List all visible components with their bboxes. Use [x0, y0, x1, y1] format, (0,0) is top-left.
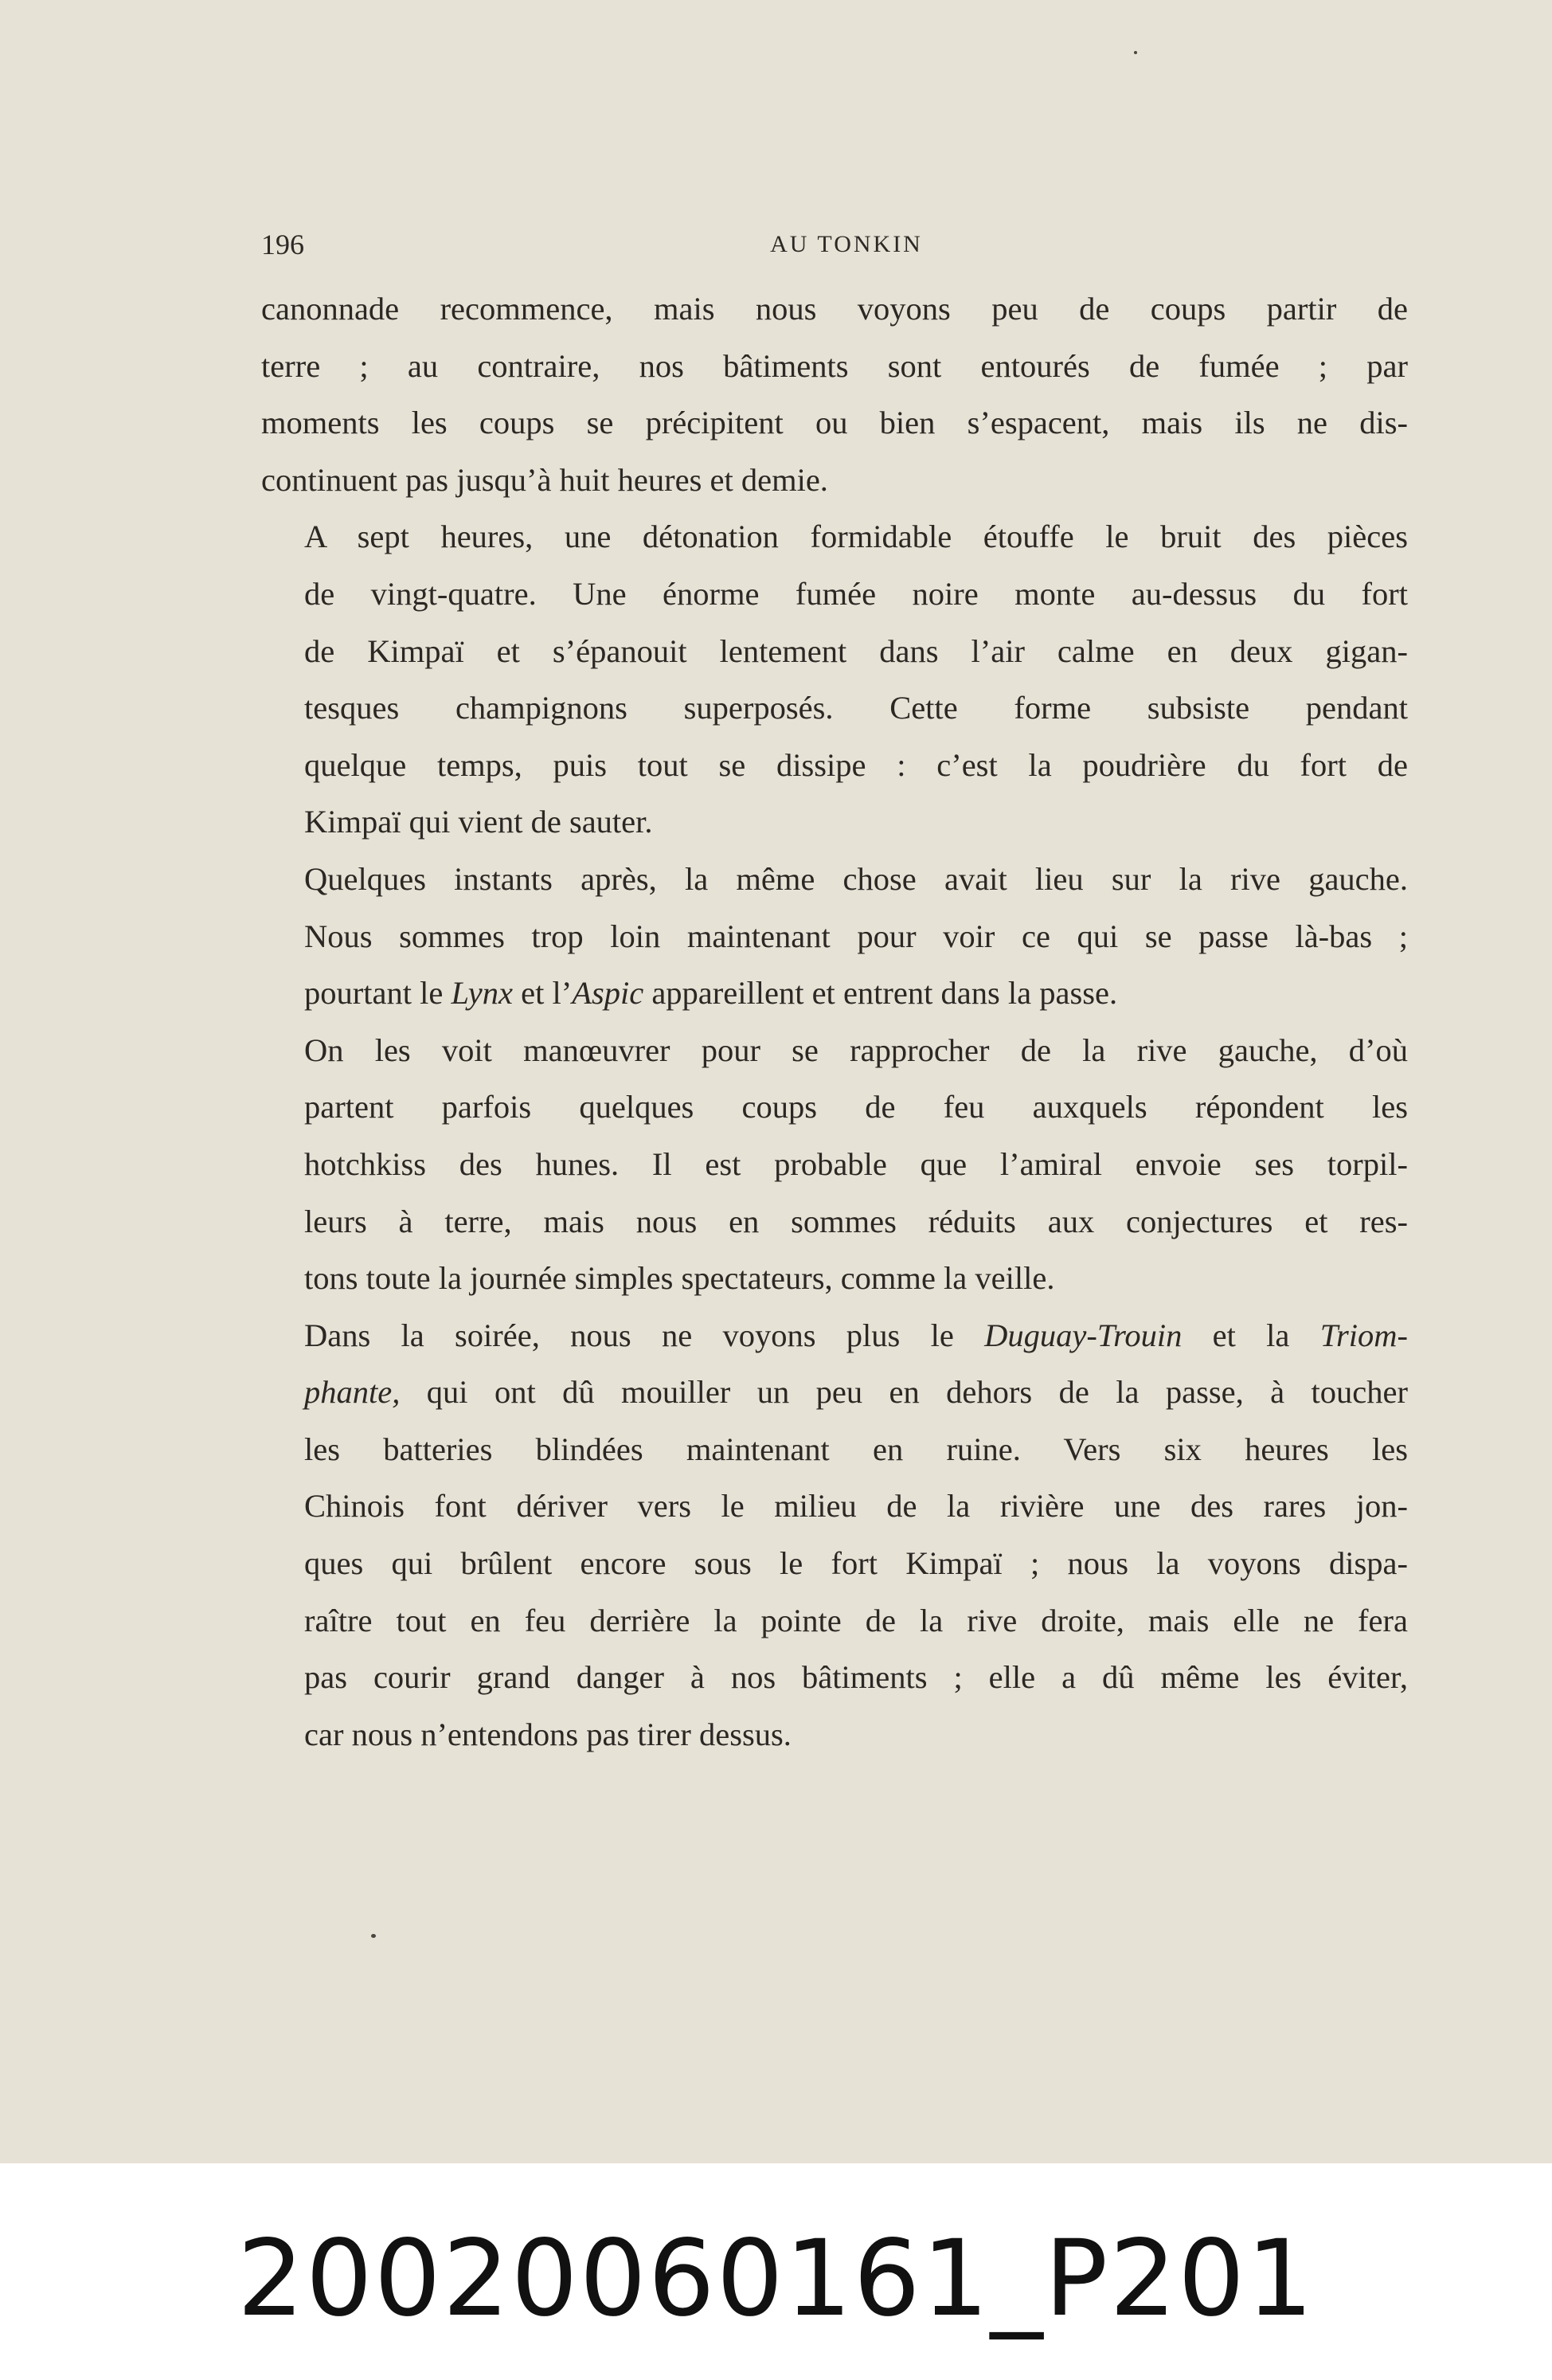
text-run: et la [1182, 1317, 1320, 1353]
text-run: pourtant le [304, 975, 452, 1012]
text-line: de vingt-quatre. Une énorme fumée noire monte au-dessus du fort [304, 575, 1408, 612]
text-line: pas courir grand danger à nos bâtiments ; elle a dû même les éviter, [304, 1659, 1408, 1696]
text-line: leurs à terre, mais nous en sommes réduits aux conjectures et res- [304, 1203, 1408, 1239]
ship-name-lynx: Lynx [451, 975, 513, 1012]
text-run: appareillent et entrent dans la passe. [643, 975, 1118, 1012]
text-line [261, 1307, 1408, 1364]
paragraph-5 [261, 1307, 1408, 1763]
text-line: canonnade recommence, mais nous voyons peu de coups partir de [261, 291, 1408, 327]
text-line: ques qui brûlent encore sous le fort Kimpaï ; nous la voyons dispa- [304, 1545, 1408, 1582]
text-line [261, 1364, 1408, 1421]
text-line: Quelques instants après, la même chose avait lieu sur la rive gauche. [304, 860, 1408, 897]
text-line: tons toute la journée simples spectateurs, comme la veille. [304, 1260, 1055, 1297]
text-line: continuent pas jusqu’à huit heures et demie. [261, 461, 828, 498]
body-text [261, 280, 1408, 1763]
text-line: On les voit manœuvrer pour se rapprocher de la rive gauche, d’où [304, 1031, 1408, 1068]
ship-name-duguay-trouin: Duguay-Trouin [984, 1317, 1183, 1353]
paragraph-4 [261, 1022, 1408, 1307]
text-line: car nous n’entendons pas tirer dessus. [304, 1716, 792, 1752]
image-identifier: 20020060161_P201 [237, 2218, 1315, 2340]
text-run: Dans la soirée, nous ne voyons plus le [304, 1317, 985, 1353]
paragraph-2 [261, 508, 1408, 851]
page-header [261, 225, 1408, 264]
paper-speck [1134, 51, 1137, 54]
text-line: A sept heures, une détonation formidable étouffe le bruit des pièces [304, 519, 1408, 555]
text-line: Chinois font dériver vers le milieu de la rivière une des rares jon- [304, 1488, 1408, 1525]
text-line: Kimpaï qui vient de sauter. [304, 804, 653, 840]
ship-name-triomphante: Triom- [1319, 1317, 1408, 1353]
ship-name-triomphante: phante, [304, 1374, 401, 1411]
footer-margin [0, 2163, 1552, 2380]
paragraph-3 [261, 851, 1408, 1022]
text-line [261, 965, 1408, 1022]
text-line: tesques champignons superposés. Cette forme subsiste pendant [304, 690, 1408, 726]
text-run: qui ont dû mouiller un peu en dehors de la passe, à toucher [400, 1374, 1408, 1411]
text-line: partent parfois quelques coups de feu auxquels répondent les [304, 1089, 1408, 1125]
page-number: 196 [261, 229, 304, 260]
text-line: moments les coups se précipitent ou bien s’espacent, mais ils ne dis- [261, 405, 1408, 441]
running-title: AU TONKIN [770, 231, 923, 257]
text-line: les batteries blindées maintenant en ruine. Vers six heures les [304, 1431, 1408, 1467]
paper-speck [371, 1934, 376, 1938]
text-line: hotchkiss des hunes. Il est probable que l’amiral envoie ses torpil- [304, 1145, 1408, 1182]
text-line: terre ; au contraire, nos bâtiments sont entourés de fumée ; par [261, 347, 1408, 384]
text-line: raître tout en feu derrière la pointe de la rive droite, mais elle ne fera [304, 1602, 1408, 1638]
text-line: de Kimpaï et s’épanouit lentement dans l’air calme en deux gigan- [304, 632, 1408, 669]
ship-name-aspic: Aspic [572, 975, 644, 1012]
text-line: quelque temps, puis tout se dissipe : c’est la poudrière du fort de [304, 746, 1408, 783]
text-run: et l’ [512, 975, 573, 1012]
paragraph-1 [261, 280, 1408, 508]
text-line: Nous sommes trop loin maintenant pour voir ce qui se passe là-bas ; [304, 918, 1408, 954]
